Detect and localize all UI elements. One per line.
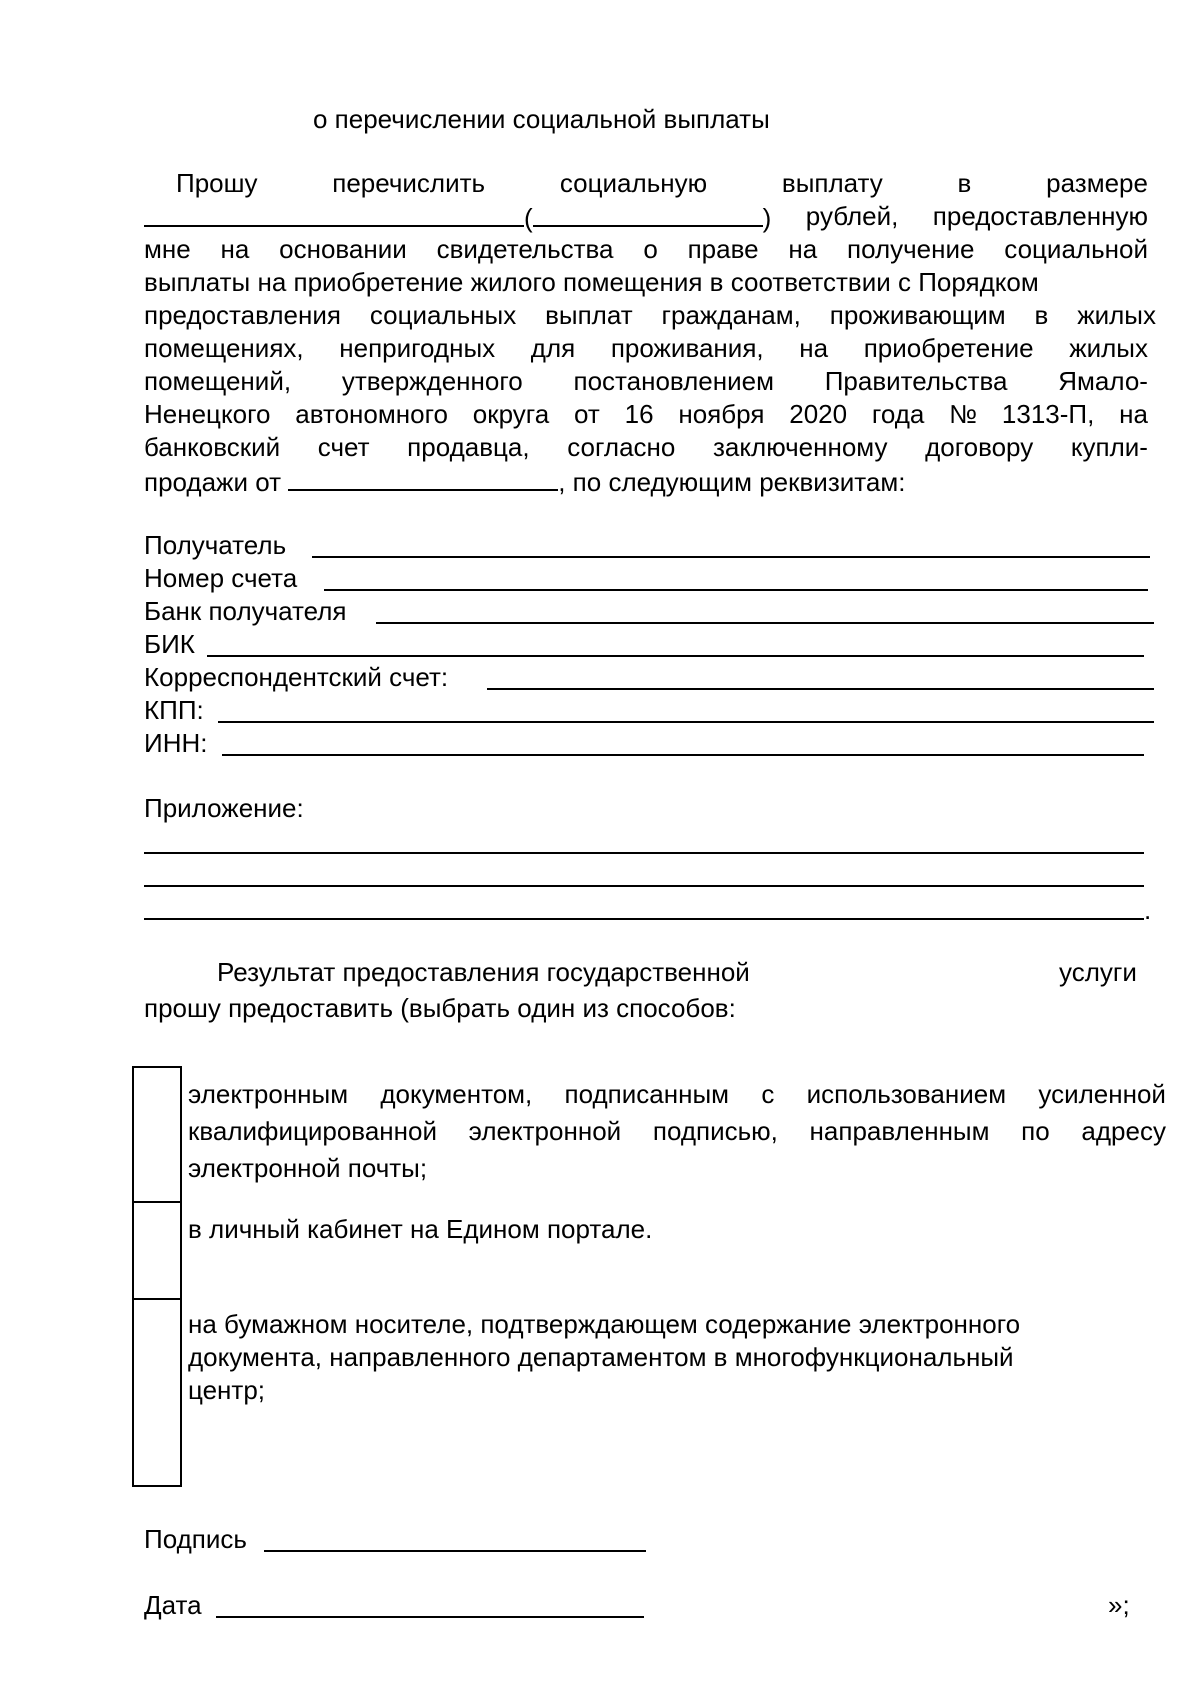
option-checkbox-portal[interactable]	[132, 1201, 182, 1300]
date-label: Дата	[144, 1590, 202, 1620]
bik-label: БИК	[144, 629, 195, 659]
paragraph-line-6: помещениях, непригодных для проживания, на приобретение жилых	[144, 333, 1148, 363]
bik-field[interactable]	[144, 629, 1144, 659]
signature-field[interactable]	[144, 1524, 646, 1554]
inn-line[interactable]	[222, 754, 1144, 756]
option-checkbox-paper[interactable]	[132, 1298, 182, 1487]
paragraph-line-3: мне на основании свидетельства о праве на получение социальной	[144, 234, 1148, 264]
document-title: о перечислении социальной выплаты	[313, 104, 770, 134]
corr-account-line[interactable]	[487, 688, 1154, 690]
attachment-line-3[interactable]	[144, 918, 1144, 920]
attachment-line-2[interactable]	[144, 885, 1144, 887]
recipient-field[interactable]	[144, 530, 1150, 560]
option-text-paper: на бумажном носителе, подтверждающем содержание электронного документа, направленного департаментом в многофункциональный центр;	[188, 1309, 1021, 1405]
contract-date-blank[interactable]	[288, 465, 558, 491]
attachment-end-dot: .	[1144, 895, 1152, 925]
paragraph-line-4: выплаты на приобретение жилого помещения в соответствии с Порядком	[144, 267, 1039, 297]
paragraph-line-1: Прошу перечислить социальную выплату в размере	[176, 168, 1148, 198]
bank-label: Банк получателя	[144, 596, 347, 626]
closing-quote: »;	[1108, 1590, 1130, 1620]
kpp-label: КПП:	[144, 695, 204, 725]
signature-line[interactable]	[264, 1550, 646, 1552]
result-line-1-end: услуги	[1059, 957, 1137, 987]
option-text-email: электронным документом, подписанным с использованием усиленной квалифицированной электронной подписью, направленным по адресу электронной почты;	[188, 1079, 1166, 1183]
paragraph-line-5: предоставления социальных выплат гражданам, проживающим в жилых	[144, 300, 1156, 330]
date-line[interactable]	[216, 1616, 644, 1618]
recipient-line[interactable]	[312, 556, 1150, 558]
date-field[interactable]	[144, 1590, 644, 1620]
signature-label: Подпись	[144, 1524, 247, 1554]
corr-account-label: Корреспондентский счет:	[144, 662, 449, 692]
bank-line[interactable]	[376, 622, 1154, 624]
paragraph-line-10: продажи от , по следующим реквизитам:	[144, 467, 906, 497]
paragraph-line-8: Ненецкого автономного округа от 16 ноября 2020 года № 1313-П, на	[144, 399, 1148, 429]
result-line-2: прошу предоставить (выбрать один из способов:	[144, 993, 736, 1023]
kpp-field[interactable]	[144, 695, 1154, 725]
result-line-1-start: Результат предоставления государственной	[217, 957, 750, 987]
attachment-line-1[interactable]	[144, 852, 1144, 854]
amount-words-blank[interactable]	[533, 201, 763, 227]
amount-blank[interactable]	[144, 201, 524, 227]
paragraph-line-2: ( ) рублей, предоставленную	[144, 201, 1148, 233]
kpp-line[interactable]	[218, 721, 1154, 723]
account-field[interactable]	[144, 563, 1148, 593]
bank-field[interactable]	[144, 596, 1154, 626]
option-text-portal: в личный кабинет на Едином портале.	[188, 1214, 653, 1244]
inn-label: ИНН:	[144, 728, 208, 758]
bik-line[interactable]	[207, 655, 1144, 657]
paragraph-line-7: помещений, утвержденного постановлением Правительства Ямало-	[144, 366, 1148, 396]
option-checkbox-email[interactable]	[132, 1066, 182, 1203]
inn-field[interactable]	[144, 728, 1144, 758]
corr-account-field[interactable]	[144, 662, 1154, 692]
attachment-label: Приложение:	[144, 793, 304, 823]
account-line[interactable]	[324, 589, 1148, 591]
recipient-label: Получатель	[144, 530, 287, 560]
paragraph-line-9: банковский счет продавца, согласно заключенному договору купли-	[144, 432, 1148, 462]
account-label: Номер счета	[144, 563, 298, 593]
